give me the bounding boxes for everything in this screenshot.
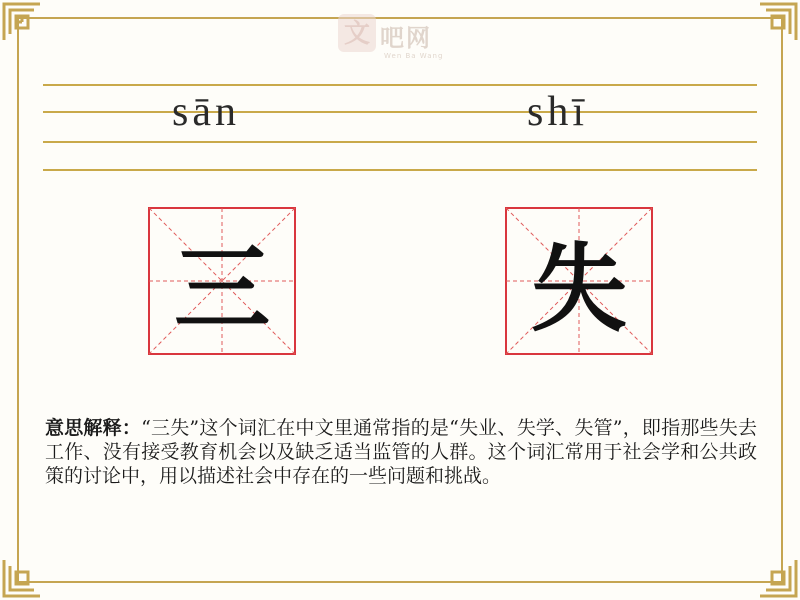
explanation-paragraph xyxy=(45,416,757,488)
watermark-subtitle: Wen Ba Wang xyxy=(384,52,444,60)
watermark-name: 吧网 xyxy=(380,23,432,52)
character-san: 三 xyxy=(174,231,270,345)
svg-text:文: 文 xyxy=(343,19,371,49)
character-grid-shi xyxy=(505,207,653,355)
pinyin-san: sān xyxy=(172,89,240,135)
explanation-label: 意思解释： xyxy=(45,417,142,439)
pinyin-shi: shī xyxy=(527,89,589,135)
explanation-text: “三失”这个词汇在中文里通常指的是“失业、失学、失管”，即指那些失去工作、没有接受教育机会以及缺乏适当监管的人群。这个词汇常用于社会学和公共政策的讨论中，用以描述社会中存在的一些问题和挑战。 xyxy=(45,417,757,487)
character-grid-san xyxy=(148,207,296,355)
character-shi: 失 xyxy=(531,231,627,345)
